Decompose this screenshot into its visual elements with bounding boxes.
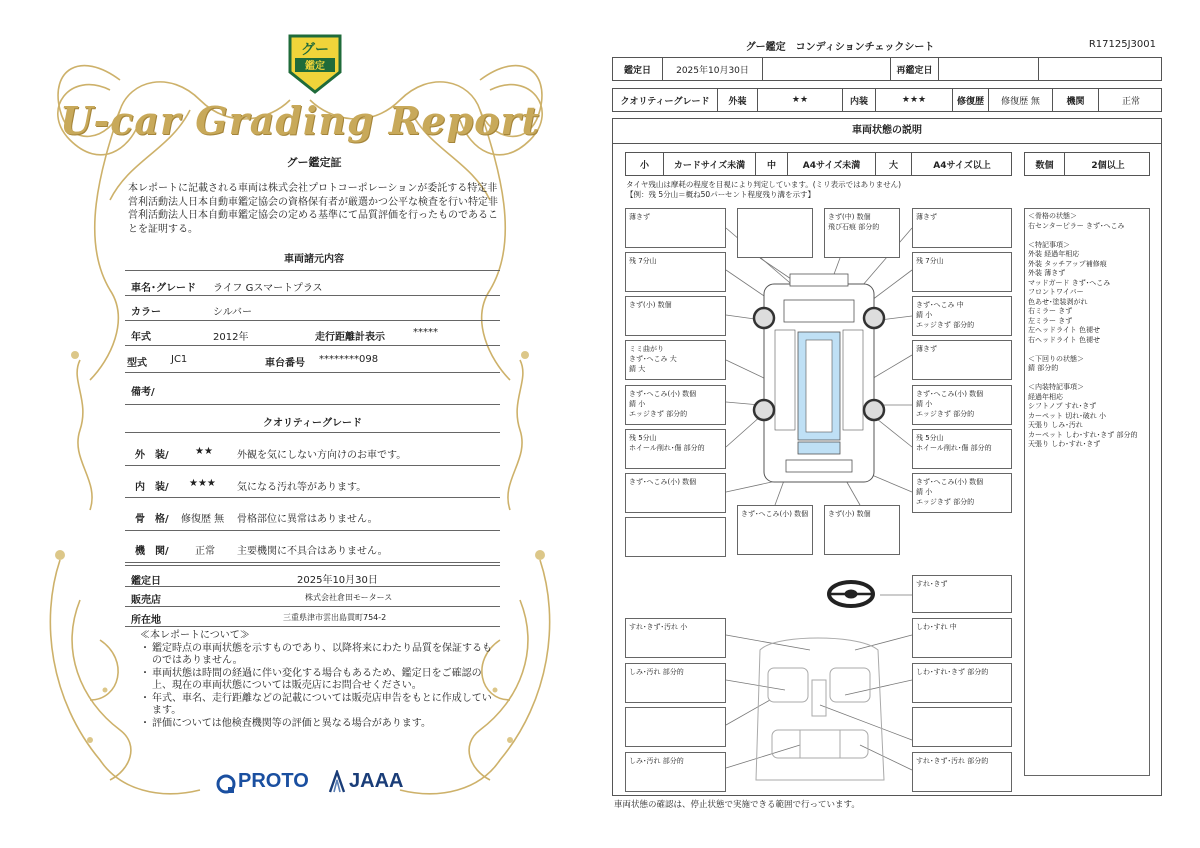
grade-row [612,88,1162,112]
count-legend [1024,152,1150,176]
quality-frame-grade: 修復歴 無 [181,514,225,525]
quality-row-frame [125,498,500,531]
engine-label: 機関 [1053,89,1099,111]
spec-year-value: 2012年 [213,332,249,343]
quality-engine-grade: 正常 [195,546,215,557]
quality-exterior-label: 外 装/ [135,450,169,461]
spec-name-value: ライフ Gスマートプラス [213,283,323,294]
cond-box-steering: すれ･きず [912,575,1012,613]
repair-label: 修復歴 [953,89,989,111]
spec-model-label: 型式 [127,358,147,369]
tire-note-line-1: タイヤ残山は摩耗の程度を目視により判定しています。(ミリ表示ではありません) [626,180,902,189]
appraisal-date-value: 2025年10月30日 [297,575,378,586]
quality-engine-desc: 主要機関に不具合はありません。 [237,546,388,557]
quality-exterior-grade: ★★ [195,446,213,457]
cond-box-left-4: ミミ曲がり きず･へこみ 大 錆 大 [625,340,726,380]
cond-box-left-3: きず(小) 数個 [625,296,726,336]
cond-box-interior-left-1: すれ･きず･汚れ 小 [625,618,726,658]
spec-chassis-value: ********098 [319,354,379,365]
cond-box-bottom-2: きず(小) 数個 [824,505,900,555]
tire-note-line-2: 【例：残 5分山＝概ね50パーセント程度残り溝を示す】 [626,190,816,199]
note-item: ・ 評価については他検査機関等の評価と異なる場合があります。 [140,718,500,731]
ext-value: ★★ [758,89,843,111]
cond-box-interior-left-2: しみ･汚れ 部分的 [625,663,726,703]
cond-box-right-6: 残 5分山 ホイール削れ･傷 部分的 [912,429,1012,469]
appraisal-shop-label: 販売店 [131,595,161,606]
appraisal-shop-value: 株式会社倉田モータース [305,593,393,602]
badge-text-top: グー [301,42,329,58]
quality-row-engine [125,531,500,563]
cond-box-left-2: 残 7分山 [625,252,726,292]
cond-box-interior-right-1: しわ･すれ 中 [912,618,1012,658]
quality-interior-label: 内 装/ [135,482,169,493]
cond-box-right-7: きず･へこみ(小) 数個 錆 小 エッジきず 部分的 [912,473,1012,513]
date-value: 2025年10月30日 [663,58,763,80]
int-value: ★★★ [876,89,953,111]
jaaa-logo: JAAA [349,770,404,792]
tire-note [626,180,901,200]
legend-mid: 中 [756,153,788,175]
check-sheet-title: グー鑑定 コンディションチェックシート [745,42,935,53]
cond-box-interior-left-3 [625,707,726,747]
spec-remarks-label: 備考/ [131,387,155,398]
side-notes: ＜骨格の状態＞ 右センターピラー きず･へこみ ＜特記事項＞ 外装 経過年相応 外装 タッチアップ補修痕 外装 薄きず マッドガード きず･へこみ フロントワイパー 色あせ･塗装剥がれ 右ミラー きず 左ミラー きず 左ヘッドライト 色褪せ 右ヘッドライト 色褪せ ＜下回りの状態＞ 錆 部分的 ＜内装特記事項＞ 経過年相応 シフトノブ すれ･きず カーペット 切れ･破れ 小 天張り しみ･汚れ カーペット しわ･すれ･きず 部分的 天張り しわ･すれ･きず [1024,208,1150,776]
cond-box-interior-right-3 [912,707,1012,747]
proto-mark-icon [216,773,236,795]
cond-box-interior-right-2: しわ･すれ･きず 部分的 [912,663,1012,703]
appraisal-row-shop [125,587,500,607]
spec-heading: 車両諸元内容 [284,254,344,265]
appraisal-row-date [125,565,500,587]
quality-row-interior [125,466,500,498]
ext-label: 外装 [718,89,758,111]
appraisal-address-value: 三重県津市雲出島貫町754-2 [283,613,387,622]
cond-box-right-4: 薄きず [912,340,1012,380]
badge-text-bottom: 鑑定 [305,61,325,72]
note-item: ・ 年式、車名、走行距離などの記載については販売店申告をもとに作成しています。 [140,693,500,718]
cond-box-left-5: きず･へこみ(小) 数個 錆 小 エッジきず 部分的 [625,385,726,425]
cert-heading: グー鑑定証 [286,156,342,169]
cond-box-bottom-1: きず･へこみ(小) 数個 [737,505,813,555]
legend-large-desc: A4サイズ以上 [933,160,991,171]
spec-model-value: JC1 [171,354,188,365]
quality-row-exterior [125,432,500,466]
cond-box-right-1: 薄きず [912,208,1012,248]
date-row [612,57,1162,81]
redate-label: 再鑑定日 [891,58,939,80]
repair-value: 修復歴 無 [989,89,1053,111]
redate-value [939,58,1039,80]
appraisal-row-address [125,607,500,627]
int-label: 内装 [843,89,876,111]
quality-interior-desc: 気になる汚れ等があります。 [237,482,367,493]
cond-box-right-5: きず･へこみ(小) 数個 錆 小 エッジきず 部分的 [912,385,1012,425]
cond-box-left-7: きず･へこみ(小) 数個 [625,473,726,513]
date-spacer-end [1039,58,1163,80]
spec-row-model [125,346,500,373]
spec-row-year [125,321,500,346]
quality-frame-label: 骨 格/ [135,514,169,525]
legend-small-desc: カードサイズ未満 [664,153,756,175]
date-label: 鑑定日 [613,58,663,80]
notes-title: ≪本レポートについて≫ [140,630,250,641]
spec-row-remarks [125,373,500,405]
qg-label: クオリティーグレード [613,89,718,111]
legend-large: 大 [876,153,912,175]
cond-box-top-1 [737,208,813,258]
spec-mileage-label: 走行距離計表示 [315,332,385,343]
cond-box-right-2: 残 7分山 [912,252,1012,292]
check-sheet-code: R17125J3001 [1088,39,1156,50]
quality-interior-grade: ★★★ [189,478,216,489]
cond-box-interior-right-4: すれ･きず･汚れ 部分的 [912,752,1012,792]
cond-box-left-1: 薄きず [625,208,726,248]
condition-title: 車両状態の説明 [612,118,1162,144]
cert-body: 本レポートに記載される車両は株式会社プロトコーポレーションが委託する特定非営利活動法人日本自動車鑑定協会の資格保有者が厳選かつ公平な検査を行い特定非営利活動法人日本自動車鑑定協会の定める基準にて品質評価を行ったものであることを証明する。 [128,183,498,235]
quality-heading: クオリティーグレード [263,418,362,429]
spec-mileage-value: ***** [413,327,438,338]
proto-logo: PROTO [238,770,309,792]
quality-frame-desc: 骨格部位に異常はありません。 [237,514,378,525]
spec-year-label: 年式 [131,332,151,343]
jaaa-mark-icon [328,770,346,794]
cond-box-left-6: 残 5分山 ホイール削れ･傷 部分的 [625,429,726,469]
quality-engine-label: 機 関/ [135,546,169,557]
cond-box-interior-left-4: しみ･汚れ 部分的 [625,752,726,792]
engine-value: 正常 [1121,96,1140,107]
spec-chassis-label: 車台番号 [265,358,305,369]
appraisal-address-label: 所在地 [131,615,161,626]
date-spacer [763,58,891,80]
report-notes [140,630,500,730]
appraisal-date-label: 鑑定日 [131,576,161,587]
goo-kantei-badge-icon [286,30,344,96]
cond-box-right-3: きず･へこみ 中 錆 小 エッジきず 部分的 [912,296,1012,336]
legend-small: 小 [626,153,664,175]
legend-count-desc: 2個以上 [1091,160,1125,171]
legend-mid-desc: A4サイズ未満 [788,153,876,175]
note-item: ・ 車両状態は時間の経過に伴い変化する場合もあるため、鑑定日をご確認の上、現在の車両状態については販売店にお問合せください。 [140,668,500,693]
report-script-title: U-car Grading Report [59,98,541,143]
size-legend [625,152,1012,176]
cond-box-left-8 [625,517,726,557]
spec-name-label: 車名･グレード [131,283,196,294]
legend-count: 数個 [1025,153,1065,175]
spec-color-label: カラー [131,307,161,318]
spec-color-value: シルバー [213,307,253,318]
spec-row-name [125,270,500,296]
footer-note: 車両状態の確認は、停止状態で実施できる範囲で行っています。 [614,800,860,810]
spec-row-color [125,296,500,321]
quality-exterior-desc: 外観を気にしない方向けのお車です。 [237,450,407,461]
cond-box-top-2: きず(中) 数個 飛び石痕 部分的 [824,208,900,258]
note-item: ・ 鑑定時点の車両状態を示すものであり、以降将来にわたり品質を保証するものではありません。 [140,643,500,668]
